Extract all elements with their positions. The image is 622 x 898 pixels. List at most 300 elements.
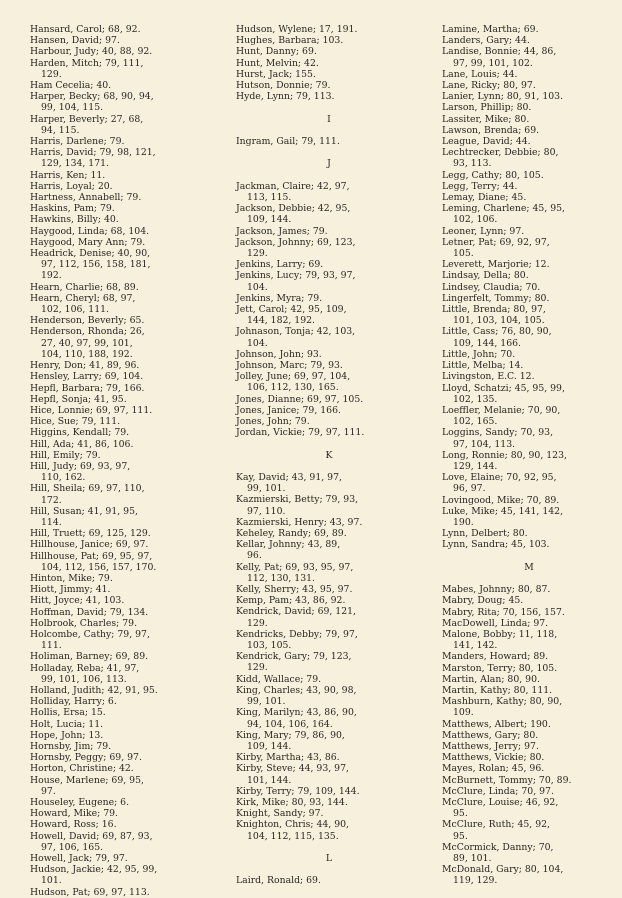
spacer xyxy=(236,438,422,449)
entry-name-line: Marston, Terry; 80, 105. xyxy=(442,662,558,674)
index-entry xyxy=(236,472,422,494)
entry-name-line: Lechtrecker, Debbie; 80, xyxy=(442,147,559,159)
entry-name-line: Hollis, Ersa; 15. xyxy=(30,707,106,719)
entry-continuation-line: 114. xyxy=(41,516,62,528)
entry-continuation-line: 94, 104, 106, 164. xyxy=(247,718,333,730)
index-entry xyxy=(442,741,616,752)
entry-name-line: Kidd, Wallace; 79. xyxy=(236,673,322,685)
entry-name-line: Lovingood, Mike; 70, 89. xyxy=(442,494,560,506)
index-entry xyxy=(236,797,422,808)
entry-continuation-line: 106, 112, 130, 165. xyxy=(247,382,339,394)
index-entry xyxy=(30,707,210,718)
entry-name-line: Landers, Gary; 44. xyxy=(442,35,530,47)
entry-continuation-line: 101, 144. xyxy=(247,774,292,786)
entry-continuation-line: 97, 112, 156, 158, 181, xyxy=(41,259,151,271)
entry-name-line: Kazmierski, Henry; 43, 97. xyxy=(236,516,363,528)
entry-name-line: Hensley, Larry; 69, 104. xyxy=(30,371,144,383)
index-entry xyxy=(30,416,210,427)
index-entry xyxy=(442,864,616,886)
index-entry xyxy=(30,80,210,91)
entry-continuation-line: 102, 135. xyxy=(453,393,498,405)
entry-name-line: Knight, Sandy; 97. xyxy=(236,808,324,820)
entry-name-line: Holland, Judith; 42, 91, 95. xyxy=(30,684,158,696)
index-entry xyxy=(30,483,210,505)
entry-name-line: Luke, Mike; 45, 141, 142, xyxy=(442,505,564,517)
entry-name-line: Kazmierski, Betty; 79, 93, xyxy=(236,494,359,506)
index-entry xyxy=(442,259,616,270)
entry-name-line: Mabry, Doug; 45. xyxy=(442,595,524,607)
entry-name-line: Howard, Ross; 16. xyxy=(30,819,117,831)
entry-name-line: Kay, David; 43, 91, 97, xyxy=(236,472,342,484)
spacer xyxy=(236,102,422,113)
index-entry xyxy=(30,282,210,293)
entry-continuation-line: 113, 115. xyxy=(247,191,292,203)
index-entry xyxy=(442,819,616,841)
entry-name-line: Harbour, Judy; 40, 88, 92. xyxy=(30,46,153,58)
entry-name-line: McCormick, Danny; 70, xyxy=(442,841,554,853)
index-entry xyxy=(442,192,616,203)
entry-continuation-line: 95. xyxy=(453,830,468,842)
index-entry xyxy=(30,248,210,282)
spacer xyxy=(236,170,422,181)
entry-name-line: Hinton, Mike; 79. xyxy=(30,572,113,584)
index-entry xyxy=(236,24,422,35)
entry-name-line: Long, Ronnie; 80, 90, 123, xyxy=(442,449,567,461)
entry-name-line: Kirby, Martha; 43, 86. xyxy=(236,752,340,764)
index-entry xyxy=(236,91,422,102)
entry-name-line: Leverett, Marjorie; 12. xyxy=(442,259,550,271)
index-entry xyxy=(30,528,210,539)
index-entry xyxy=(30,427,210,438)
index-entry xyxy=(442,719,616,730)
entry-name-line: Howell, Jack; 79, 97. xyxy=(30,853,128,865)
index-entry xyxy=(236,69,422,80)
index-entry xyxy=(30,35,210,46)
index-entry xyxy=(30,775,210,797)
entry-name-line: Johnason, Tonja; 42, 103, xyxy=(236,326,356,338)
index-entry xyxy=(236,270,422,292)
index-entry xyxy=(30,696,210,707)
entry-name-line: Haygood, Mary Ann; 79. xyxy=(30,236,146,248)
index-entry xyxy=(442,696,616,718)
section-letter: J xyxy=(327,158,331,170)
entry-continuation-line: 111. xyxy=(41,640,62,652)
entry-name-line: Harris, Ken; 11. xyxy=(30,169,106,181)
index-column-3 xyxy=(442,24,616,887)
index-entry xyxy=(30,719,210,730)
entry-name-line: Hice, Sue; 79, 111. xyxy=(30,416,121,428)
index-entry xyxy=(442,136,616,147)
index-entry xyxy=(30,551,210,573)
entry-continuation-line: 97, 104, 113. xyxy=(453,438,516,450)
entry-name-line: Kendricks, Debby; 79, 97, xyxy=(236,628,358,640)
index-entry xyxy=(236,707,422,729)
index-entry xyxy=(236,494,422,516)
entry-name-line: McBurnett, Tommy; 70, 89. xyxy=(442,774,572,786)
entry-name-line: Harris, Loyal; 20. xyxy=(30,180,113,192)
index-entry xyxy=(236,808,422,819)
entry-continuation-line: 129. xyxy=(247,662,268,674)
entry-name-line: Hansard, Carol; 68, 92. xyxy=(30,24,141,35)
index-entry xyxy=(442,607,616,618)
entry-continuation-line: 97, 110. xyxy=(247,505,286,517)
index-entry xyxy=(30,439,210,450)
index-entry xyxy=(236,517,422,528)
spacer xyxy=(236,125,422,136)
entry-name-line: Livingston, E.C. 12. xyxy=(442,371,535,383)
spacer xyxy=(236,147,422,158)
entry-name-line: Higgins, Kendall; 79. xyxy=(30,427,130,439)
index-entry xyxy=(236,203,422,225)
entry-name-line: Lassiter, Mike; 80. xyxy=(442,113,530,125)
index-entry xyxy=(442,69,616,80)
entry-continuation-line: 27, 40, 97, 99, 101, xyxy=(41,337,133,349)
entry-continuation-line: 129. xyxy=(247,248,268,259)
index-entry xyxy=(30,461,210,483)
index-entry xyxy=(236,786,422,797)
index-entry xyxy=(236,752,422,763)
index-entry xyxy=(30,394,210,405)
entry-continuation-line: 141, 142. xyxy=(453,640,498,652)
index-entry xyxy=(442,360,616,371)
index-entry xyxy=(442,495,616,506)
index-entry xyxy=(442,383,616,405)
index-entry xyxy=(30,170,210,181)
entry-name-line: Headrick, Denise; 40, 90, xyxy=(30,248,151,260)
entry-name-line: Kendrick, David; 69, 121, xyxy=(236,606,357,618)
entry-name-line: Little, Cass; 76, 80, 90, xyxy=(442,326,552,338)
index-entry xyxy=(30,797,210,808)
entry-name-line: Jackson, James; 79. xyxy=(236,225,328,237)
index-entry xyxy=(442,282,616,293)
entry-name-line: Legg, Terry; 44. xyxy=(442,180,518,192)
entry-name-line: Love, Elaine; 70, 92, 95, xyxy=(442,472,557,484)
entry-name-line: Lane, Louis; 44. xyxy=(442,68,518,80)
entry-name-line: Kelly, Sherry; 43, 95, 97. xyxy=(236,584,353,596)
entry-name-line: Hutson, Donnie; 79. xyxy=(236,80,331,92)
index-entry xyxy=(30,91,210,113)
entry-name-line: Hunt, Danny; 69. xyxy=(236,46,317,58)
entry-name-line: Jordan, Vickie; 79, 97, 111. xyxy=(236,427,365,439)
index-entry xyxy=(442,427,616,449)
entry-name-line: Hornsby, Jim; 79. xyxy=(30,741,112,752)
entry-name-line: Lloyd, Schatzi; 45, 95, 99, xyxy=(442,382,565,394)
entry-continuation-line: 104. xyxy=(247,281,268,293)
index-entry xyxy=(236,416,422,427)
spacer xyxy=(236,864,422,875)
entry-continuation-line: 104, 110, 188, 192. xyxy=(41,348,133,360)
entry-name-line: Hitt, Joyce; 41, 103. xyxy=(30,595,125,607)
entry-name-line: McClure, Linda; 70, 97. xyxy=(442,785,554,797)
entry-name-line: Henderson, Beverly; 65. xyxy=(30,315,145,327)
entry-name-line: King, Charles; 43, 90, 98, xyxy=(236,684,357,696)
section-letter: L xyxy=(325,852,333,864)
entry-name-line: Johnson, John; 93. xyxy=(236,348,322,360)
entry-name-line: Holiman, Barney; 69, 89. xyxy=(30,651,149,663)
entry-name-line: Johnson, Marc; 79, 93. xyxy=(236,360,343,372)
index-entry xyxy=(236,46,422,57)
entry-name-line: Henderson, Rhonda; 26, xyxy=(30,326,145,338)
entry-name-line: Horton, Christine; 42. xyxy=(30,763,134,775)
index-entry xyxy=(442,170,616,181)
entry-name-line: Kirby, Steve; 44, 93, 97, xyxy=(236,763,349,775)
entry-name-line: Lawson, Brenda; 69. xyxy=(442,124,540,136)
index-entry xyxy=(236,674,422,685)
entry-name-line: Legg, Cathy; 80, 105. xyxy=(442,169,544,181)
entry-continuation-line: 99, 104, 115. xyxy=(41,102,104,114)
entry-name-line: Martin, Alan; 80, 90. xyxy=(442,673,540,685)
index-entry xyxy=(442,270,616,281)
index-entry xyxy=(236,293,422,304)
spacer xyxy=(442,573,616,584)
entry-name-line: Kellar, Johnny; 43, 89, xyxy=(236,539,341,551)
entry-name-line: Hope, John; 13. xyxy=(30,729,104,741)
entry-name-line: Lynn, Delbert; 80. xyxy=(442,528,528,540)
index-entry xyxy=(442,46,616,68)
section-letter: I xyxy=(327,113,331,125)
entry-name-line: Hudson, Pat; 69, 97, 113. xyxy=(30,886,150,898)
entry-name-line: Holcombe, Cathy; 79, 97, xyxy=(30,628,150,640)
entry-name-line: Mabry, Rita; 70, 156, 157. xyxy=(442,606,565,618)
entry-name-line: Hearn, Cheryl; 68, 97, xyxy=(30,292,136,304)
index-entry xyxy=(442,775,616,786)
index-entry xyxy=(236,136,422,147)
entry-continuation-line: 129. xyxy=(41,68,62,80)
index-entry xyxy=(30,651,210,662)
index-entry xyxy=(442,349,616,360)
entry-name-line: Jett, Carol; 42, 95, 109, xyxy=(236,304,347,316)
entry-name-line: Holliday, Harry; 6. xyxy=(30,696,117,708)
entry-name-line: Harris, Darlene; 79. xyxy=(30,136,125,148)
index-entry xyxy=(30,618,210,629)
index-entry xyxy=(236,360,422,371)
index-entry xyxy=(30,226,210,237)
index-entry xyxy=(236,730,422,752)
entry-name-line: McClure, Ruth; 45, 92, xyxy=(442,819,550,831)
entry-name-line: Manders, Howard; 89. xyxy=(442,651,549,663)
entry-name-line: Malone, Bobby; 11, 118, xyxy=(442,628,558,640)
index-entry xyxy=(442,584,616,595)
entry-name-line: Kemp, Pam; 43, 86, 92. xyxy=(236,595,346,607)
index-entry xyxy=(236,539,422,561)
entry-name-line: Harris, David; 79, 98, 121, xyxy=(30,147,156,159)
index-entry xyxy=(442,752,616,763)
index-entry xyxy=(442,651,616,662)
entry-name-line: Hillhouse, Pat; 69, 95, 97, xyxy=(30,550,153,562)
index-entry xyxy=(30,237,210,248)
index-entry xyxy=(236,584,422,595)
entry-continuation-line: 129. xyxy=(247,617,268,629)
entry-name-line: Holbrook, Charles; 79. xyxy=(30,617,138,629)
entry-name-line: Jackman, Claire; 42, 97, xyxy=(236,180,350,192)
index-entry xyxy=(236,595,422,606)
entry-continuation-line: 119, 129. xyxy=(453,875,498,887)
index-entry xyxy=(442,80,616,91)
entry-name-line: Jenkins, Myra; 79. xyxy=(236,292,323,304)
index-entry xyxy=(30,752,210,763)
index-entry xyxy=(442,629,616,651)
index-entry xyxy=(236,371,422,393)
entry-continuation-line: 96. xyxy=(247,550,262,562)
entry-name-line: Haygood, Linda; 68, 104. xyxy=(30,225,150,237)
entry-continuation-line: 101, 103, 104, 105. xyxy=(453,315,545,327)
index-entry xyxy=(442,663,616,674)
entry-name-line: Houseley, Eugene; 6. xyxy=(30,797,130,809)
entry-name-line: Lane, Ricky; 80, 97. xyxy=(442,80,536,92)
index-entry xyxy=(442,786,616,797)
entry-continuation-line: 99, 101. xyxy=(247,483,286,495)
index-entry xyxy=(30,730,210,741)
entry-continuation-line: 109, 144, 166. xyxy=(453,337,522,349)
entry-name-line: House, Marlene; 69, 95, xyxy=(30,774,144,786)
index-entry xyxy=(30,24,210,35)
entry-continuation-line: 99, 101, 106, 113. xyxy=(41,673,127,685)
index-entry xyxy=(30,383,210,394)
index-entry xyxy=(30,819,210,830)
entry-continuation-line: 97. xyxy=(41,785,56,797)
index-entry xyxy=(30,607,210,618)
index-entry xyxy=(442,203,616,225)
index-entry xyxy=(236,606,422,628)
entry-name-line: League, David; 44. xyxy=(442,136,531,148)
index-entry xyxy=(442,595,616,606)
index-entry xyxy=(442,35,616,46)
entry-name-line: Little, John; 70. xyxy=(442,348,516,360)
entry-name-line: Hice, Lonnie; 69, 97, 111. xyxy=(30,404,153,416)
index-entry xyxy=(442,842,616,864)
entry-continuation-line: 104. xyxy=(247,337,268,349)
entry-name-line: Hearn, Charlie; 68, 89. xyxy=(30,281,139,293)
index-entry xyxy=(236,427,422,438)
index-entry xyxy=(442,674,616,685)
entry-name-line: Lindsay, Della; 80. xyxy=(442,270,529,282)
index-entry xyxy=(442,685,616,696)
index-entry xyxy=(30,763,210,774)
spacer xyxy=(442,551,616,562)
spacer xyxy=(236,842,422,853)
entry-name-line: Harper, Becky; 68, 90, 94, xyxy=(30,91,154,103)
entry-name-line: Holt, Lucia; 11. xyxy=(30,718,104,730)
entry-name-line: Lemay, Diane; 45. xyxy=(442,192,527,204)
entry-name-line: Hughes, Barbara; 103. xyxy=(236,35,344,47)
entry-name-line: Kirby, Terry; 79, 109, 144. xyxy=(236,785,360,797)
entry-name-line: Henry, Don; 41, 89, 96. xyxy=(30,360,140,372)
index-entry xyxy=(442,237,616,259)
index-entry xyxy=(30,853,210,864)
index-entry xyxy=(30,203,210,214)
index-entry xyxy=(30,887,210,898)
entry-continuation-line: 192. xyxy=(41,270,62,282)
entry-name-line: Lamine, Martha; 69. xyxy=(442,24,539,35)
index-entry xyxy=(442,102,616,113)
index-entry xyxy=(30,405,210,416)
entry-continuation-line: 102, 106, 111. xyxy=(41,304,110,316)
index-entry xyxy=(442,226,616,237)
index-entry xyxy=(30,326,210,360)
index-entry xyxy=(30,539,210,550)
entry-continuation-line: 109, 144. xyxy=(247,740,292,752)
index-entry xyxy=(442,506,616,528)
index-entry xyxy=(30,214,210,225)
entry-name-line: Little, Melba; 14. xyxy=(442,360,524,372)
entry-name-line: King, Marilyn; 43, 86, 90, xyxy=(236,707,357,719)
index-entry xyxy=(236,685,422,707)
index-entry xyxy=(236,349,422,360)
entry-name-line: Jackson, Johnny; 69, 123, xyxy=(236,236,356,248)
index-entry xyxy=(236,259,422,270)
section-letter: K xyxy=(325,449,333,461)
index-entry xyxy=(30,573,210,584)
index-entry xyxy=(30,114,210,136)
entry-continuation-line: 144, 182, 192. xyxy=(247,315,316,327)
entry-name-line: Jolley, June; 69, 97, 104, xyxy=(236,371,351,383)
entry-name-line: Jenkins, Lucy; 79, 93, 97, xyxy=(236,270,356,282)
index-entry xyxy=(30,629,210,651)
index-column-1 xyxy=(30,24,210,898)
entry-name-line: Kelly, Pat; 69, 93, 95, 97, xyxy=(236,561,354,573)
entry-name-line: King, Mary; 79, 86, 90, xyxy=(236,729,345,741)
index-entry xyxy=(236,528,422,539)
entry-continuation-line: 110, 162. xyxy=(41,472,86,484)
index-entry xyxy=(236,629,422,651)
entry-name-line: Jackson, Debbie; 42, 95, xyxy=(236,203,351,215)
entry-continuation-line: 103, 105. xyxy=(247,640,292,652)
entry-name-line: Letner, Pat; 69, 92, 97, xyxy=(442,236,550,248)
entry-continuation-line: 129, 134, 171. xyxy=(41,158,110,170)
spacer xyxy=(236,461,422,472)
index-entry xyxy=(30,293,210,315)
index-entry xyxy=(236,58,422,69)
index-entry xyxy=(236,875,422,886)
entry-name-line: Matthews, Jerry; 97. xyxy=(442,740,539,752)
index-entry xyxy=(30,584,210,595)
index-entry xyxy=(30,315,210,326)
entry-name-line: Leoner, Lynn; 97. xyxy=(442,225,525,237)
index-entry xyxy=(236,226,422,237)
entry-name-line: Howard, Mike; 79. xyxy=(30,808,119,820)
entry-name-line: Leming, Charlene; 45, 95, xyxy=(442,203,565,215)
index-entry xyxy=(30,450,210,461)
index-entry xyxy=(30,371,210,382)
entry-continuation-line: 104, 112, 115, 135. xyxy=(247,830,339,842)
entry-name-line: Hill, Ada; 41, 86, 106. xyxy=(30,438,134,450)
entry-name-line: Mayes, Rolan; 45, 96. xyxy=(442,763,545,775)
entry-continuation-line: 96, 97. xyxy=(453,483,486,495)
entry-name-line: MacDowell, Linda; 97. xyxy=(442,617,549,629)
entry-name-line: Hill, Sheila; 69, 97, 110, xyxy=(30,483,145,495)
index-entry xyxy=(442,181,616,192)
entry-name-line: Lynn, Sandra; 45, 103. xyxy=(442,539,550,551)
index-entry xyxy=(236,326,422,348)
entry-name-line: Hudson, Jackie; 42, 95, 99, xyxy=(30,864,158,876)
entry-name-line: McClure, Louise; 46, 92, xyxy=(442,796,559,808)
entry-continuation-line: 129, 144. xyxy=(453,460,498,472)
index-entry xyxy=(30,147,210,169)
entry-continuation-line: 102, 106. xyxy=(453,214,498,226)
entry-name-line: Hill, Susan; 41, 91, 95, xyxy=(30,505,138,517)
entry-name-line: Lingerfelt, Tommy; 80. xyxy=(442,292,550,304)
entry-continuation-line: 112, 130, 131. xyxy=(247,572,316,584)
index-entry xyxy=(442,528,616,539)
entry-name-line: Hansen, David; 97. xyxy=(30,35,120,47)
entry-continuation-line: 109. xyxy=(453,707,474,719)
entry-name-line: McDonald, Gary; 80, 104, xyxy=(442,864,564,876)
index-entry xyxy=(442,405,616,427)
index-entry xyxy=(30,595,210,606)
entry-name-line: Ham Cecelia; 40. xyxy=(30,80,112,92)
entry-name-line: Martin, Kathy; 80, 111. xyxy=(442,684,553,696)
index-entry xyxy=(442,125,616,136)
